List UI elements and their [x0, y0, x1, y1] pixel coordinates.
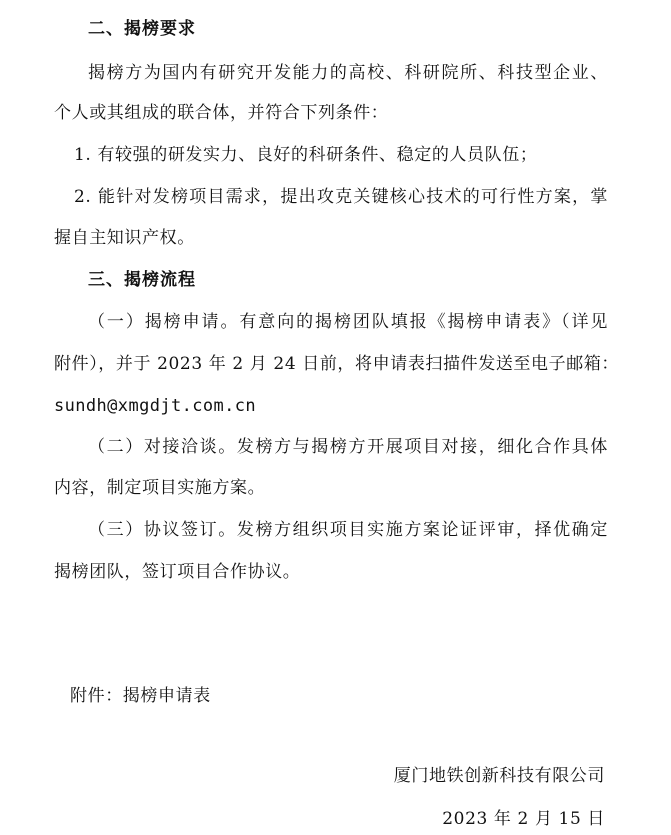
- requirement-item-2-line-2: 握自主知识产权。: [54, 228, 195, 248]
- contact-email: sundh@xmgdjt.com.cn: [54, 396, 257, 416]
- process-step-1-line-2: 附件），并于 2023 年 2 月 24 日前，将申请表扫描件发送至电子邮箱：: [54, 354, 620, 374]
- requirements-intro-line-1: 揭榜方为国内有研究开发能力的高校、科研院所、科技型企业、: [88, 63, 608, 83]
- requirement-item-2-line-1: 2. 能针对发榜项目需求，提出攻克关键核心技术的可行性方案，掌: [74, 187, 608, 207]
- process-step-2-line-1: （二）对接洽谈。发榜方与揭榜方开展项目对接，细化合作具体: [88, 437, 608, 457]
- section-heading-requirements: 二、揭榜要求: [88, 19, 196, 39]
- process-step-1-line-1: （一）揭榜申请。有意向的揭榜团队填报《揭榜申请表》（详见: [88, 312, 608, 332]
- process-step-3-line-2: 揭榜团队，签订项目合作协议。: [54, 562, 301, 582]
- process-step-2-line-2: 内容，制定项目实施方案。: [54, 478, 266, 498]
- section-heading-process: 三、揭榜流程: [88, 270, 196, 290]
- requirement-item-1: 1. 有较强的研发实力、良好的科研条件、稳定的人员队伍；: [74, 145, 538, 165]
- signature-date: 2023 年 2 月 15 日: [442, 809, 605, 829]
- requirements-intro-line-2: 个人或其组成的联合体，并符合下列条件：: [54, 103, 389, 123]
- attachment-note: 附件：揭榜申请表: [70, 686, 211, 706]
- signature-organization: 厦门地铁创新科技有限公司: [393, 766, 605, 786]
- process-step-3-line-1: （三）协议签订。发榜方组织项目实施方案论证评审，择优确定: [88, 520, 608, 540]
